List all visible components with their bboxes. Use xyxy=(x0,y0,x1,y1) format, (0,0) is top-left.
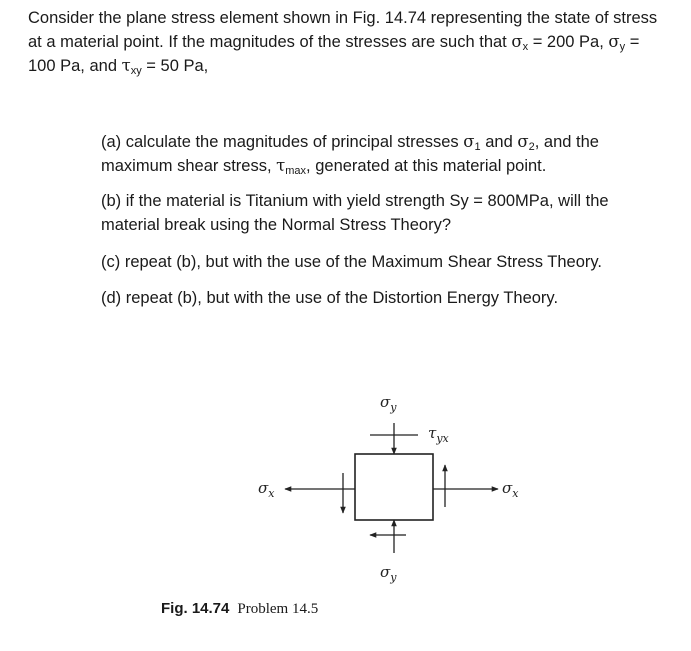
sigma-y-bottom-label: $\sigma_y$ xyxy=(380,563,397,584)
tau-max-symbol: τ xyxy=(276,156,286,175)
figure-caption-label: Fig. 14.74 xyxy=(161,600,230,617)
sigma-y-top-label: $\sigma_y$ xyxy=(380,393,397,414)
question-a xyxy=(101,130,661,178)
tau-yx-label: $\tau_{yx}$ xyxy=(428,424,449,445)
stress-element-figure xyxy=(240,385,540,585)
intro-text-1: Consider the plane stress element shown in Fig. 14.74 representing the state of stress at a material point. If the magnitudes of the stresses are such that xyxy=(28,9,658,51)
sigma-x-symbol: σ xyxy=(511,32,523,51)
sigma-x-subscript: x xyxy=(522,41,529,53)
sigma-1-symbol: σ xyxy=(463,132,475,151)
stress-element-square xyxy=(355,454,433,520)
sigma-y-symbol: σ xyxy=(608,32,620,51)
figure-caption-title: Problem 14.5 xyxy=(237,601,319,617)
question-a-text-2: and xyxy=(480,133,518,151)
intro-text-4: = 50 Pa, xyxy=(141,57,209,75)
sigma-x-right-label: $\sigma_x$ xyxy=(502,479,519,500)
sigma-1-subscript: 1 xyxy=(474,141,481,153)
sigma-2-subscript: 2 xyxy=(528,141,535,153)
sigma-2-symbol: σ xyxy=(517,132,529,151)
intro-text-2: = 200 Pa, xyxy=(528,33,609,51)
problem-statement xyxy=(28,6,668,78)
sigma-y-subscript: y xyxy=(619,41,626,53)
question-b: (b) if the material is Titanium with yield strength Sy = 800MPa, will the material break using the Normal Stress Theory? xyxy=(101,192,609,234)
tau-max-subscript: max xyxy=(285,165,307,177)
stress-element-diagram xyxy=(240,385,540,585)
tau-xy-subscript: xy xyxy=(130,65,142,77)
figure-caption xyxy=(161,599,318,619)
question-a-text-1: (a) calculate the magnitudes of principal stresses xyxy=(101,133,464,151)
sigma-x-left-label: $\sigma_x$ xyxy=(258,479,275,500)
question-a-text-4: , generated at this material point. xyxy=(306,157,547,175)
question-c: (c) repeat (b), but with the use of the Maximum Shear Stress Theory. xyxy=(101,253,603,271)
question-a-text-3: , and the maximum shear stress, xyxy=(101,133,599,175)
intro-text-3: = 100 Pa, and xyxy=(28,33,640,75)
question-d: (d) repeat (b), but with the use of the Distortion Energy Theory. xyxy=(101,289,559,307)
tau-xy-symbol: τ xyxy=(121,56,131,75)
